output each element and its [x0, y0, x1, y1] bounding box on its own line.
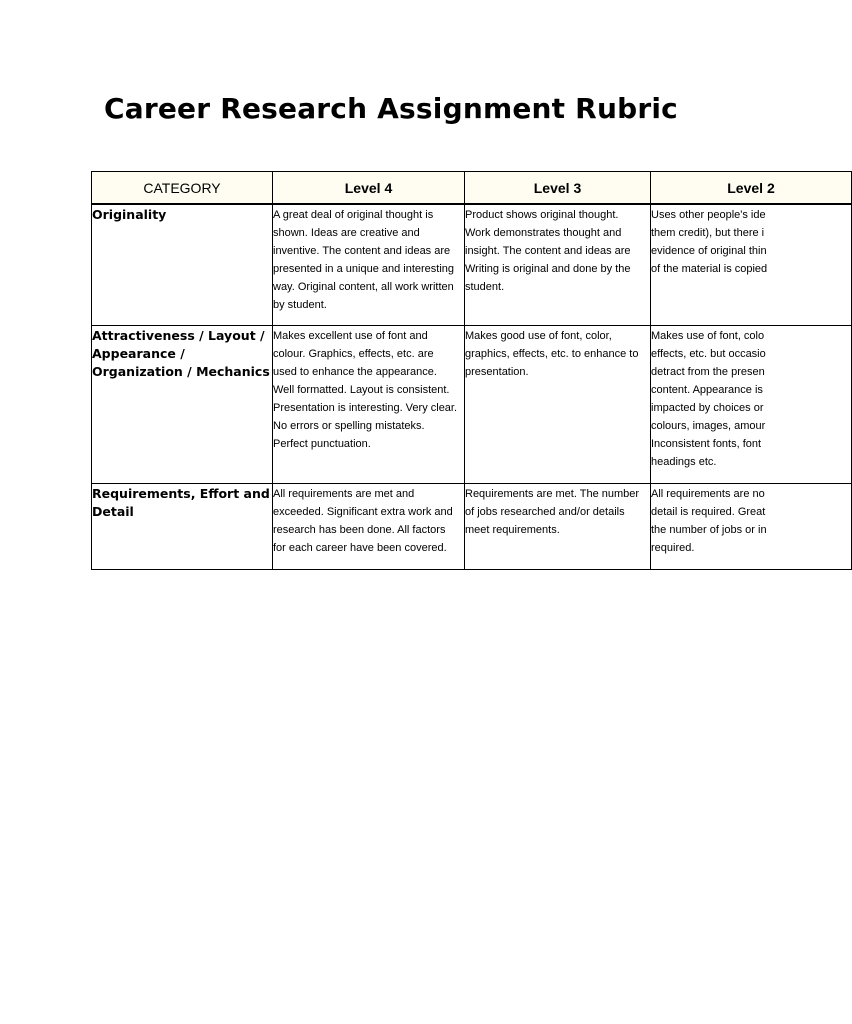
table-row-requirements: [92, 483, 852, 569]
cell-requirements-level-2: All requirements are no detail is required. Great the number of jobs or in required.: [651, 483, 852, 569]
column-header-level-4: Level 4: [273, 172, 465, 205]
cell-originality-level-4: A great deal of original thought is shown. Ideas are creative and inventive. The content and ideas are presented in a unique and interesting way. Original content, all work written by student.: [273, 204, 465, 325]
row-category-requirements: Requirements, Effort and Detail: [92, 483, 273, 569]
cell-attractiveness-level-2: Makes use of font, colo effects, etc. but occasio detract from the presen content. Appearance is impacted by choices or colours, images, amour Inconsistent fonts, font headings etc.: [651, 325, 852, 483]
cell-originality-level-3: Product shows original thought. Work demonstrates thought and insight. The content and ideas are Writing is original and done by the student.: [465, 204, 651, 325]
cell-attractiveness-level-4: Makes excellent use of font and colour. Graphics, effects, etc. are used to enhance the appearance. Well formatted. Layout is consistent. Presentation is interesting. Very clear. No errors or spelling mistateks. Perfect punctuation.: [273, 325, 465, 483]
cell-attractiveness-level-3: Makes good use of font, color, graphics, effects, etc. to enhance to presentation.: [465, 325, 651, 483]
column-header-category: CATEGORY: [92, 172, 273, 205]
page-title: Career Research Assignment Rubric: [104, 92, 678, 125]
table-row-originality: [92, 204, 852, 325]
cell-requirements-level-3: Requirements are met. The number of jobs researched and/or details meet requirements.: [465, 483, 651, 569]
row-category-originality: Originality: [92, 204, 273, 325]
cell-requirements-level-4: All requirements are met and exceeded. Significant extra work and research has been done. All factors for each career have been covered.: [273, 483, 465, 569]
rubric-table: [91, 171, 852, 570]
row-category-attractiveness: Attractiveness / Layout / Appearance / Organization / Mechanics: [92, 325, 273, 483]
column-header-level-2: Level 2: [651, 172, 852, 205]
cell-originality-level-2: Uses other people's ide them credit), but there i evidence of original thin of the material is copied: [651, 204, 852, 325]
table-row-attractiveness: [92, 325, 852, 483]
table-header-row: [92, 172, 852, 205]
rubric-table-viewport: [91, 171, 775, 569]
column-header-level-3: Level 3: [465, 172, 651, 205]
